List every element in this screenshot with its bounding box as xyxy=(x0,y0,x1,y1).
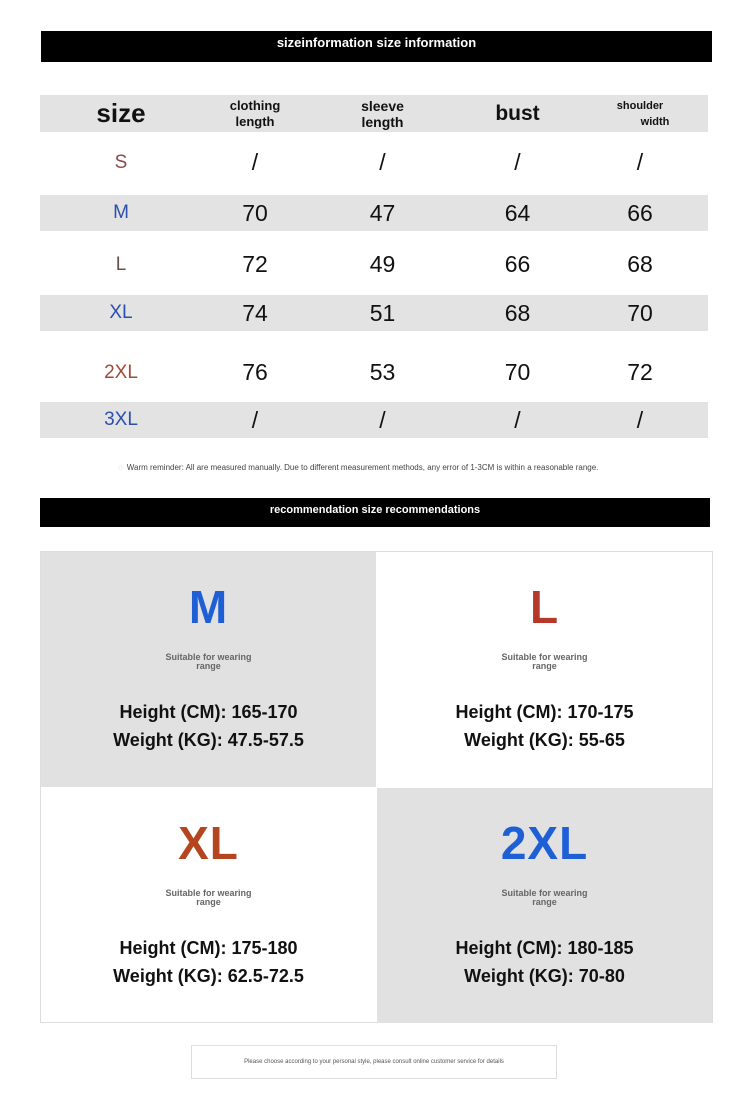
recommendation-card-2xl xyxy=(377,788,712,1023)
size-label: 3XL xyxy=(104,409,138,430)
recommendation-weight: Weight (KG): 55-65 xyxy=(464,730,625,750)
recommendation-height: Height (CM): 180-185 xyxy=(455,938,634,958)
clothing-length-value: / xyxy=(251,149,259,175)
clothing-length-value: / xyxy=(251,406,259,433)
shoulder-width-value: / xyxy=(636,406,644,433)
size-label: XL xyxy=(109,302,133,323)
recommendation-card-m xyxy=(41,552,376,787)
bust-value: 66 xyxy=(504,251,531,277)
header-shoulder-width: shoulder width xyxy=(616,99,670,128)
sleeve-length-value: / xyxy=(379,149,386,175)
recommendation-weight: Weight (KG): 47.5-57.5 xyxy=(113,730,304,750)
header-sleeve-length: sleeve length xyxy=(361,97,404,130)
size-label: 2XL xyxy=(104,361,138,383)
header-clothing-length: clothing length xyxy=(229,97,281,129)
recommendations-banner: recommendation size recommendations xyxy=(40,498,710,527)
table-row xyxy=(40,350,708,395)
table-row xyxy=(40,295,708,331)
reminder-icon: ◌ xyxy=(118,463,123,472)
size-information-banner: sizeinformation size information xyxy=(41,31,712,62)
clothing-length-value: 70 xyxy=(242,199,268,226)
header-size: size xyxy=(96,98,146,128)
recommendation-card-l xyxy=(377,552,712,787)
recommendation-height: Height (CM): 175-180 xyxy=(119,938,298,958)
recommendation-size: M xyxy=(188,581,229,633)
recommendation-weight: Weight (KG): 62.5-72.5 xyxy=(113,966,304,986)
size-label: M xyxy=(113,202,129,223)
recommendation-height: Height (CM): 170-175 xyxy=(455,702,634,722)
shoulder-width-value: 66 xyxy=(627,199,653,226)
clothing-length-value: 76 xyxy=(242,359,268,385)
shoulder-width-value: 68 xyxy=(627,251,653,277)
recommendation-subtitle: Suitable for wearing range xyxy=(501,888,588,907)
table-row xyxy=(40,195,708,231)
bust-value: 64 xyxy=(504,199,531,226)
sleeve-length-value: 47 xyxy=(369,199,396,226)
recommendation-subtitle: Suitable for wearing range xyxy=(501,652,588,671)
size-label: L xyxy=(115,253,127,275)
recommendation-size: L xyxy=(529,581,560,633)
recommendation-size: 2XL xyxy=(500,817,589,869)
recommendation-size: XL xyxy=(178,817,239,869)
size-label: S xyxy=(114,151,128,173)
bust-value: / xyxy=(514,149,521,175)
sleeve-length-value: 53 xyxy=(369,359,396,385)
shoulder-width-value: 72 xyxy=(627,359,653,385)
sleeve-length-value: / xyxy=(379,406,386,433)
table-row xyxy=(40,242,708,287)
header-bust: bust xyxy=(495,101,540,125)
recommendation-card-xl xyxy=(41,788,376,1023)
bust-value: / xyxy=(514,406,521,433)
sleeve-length-value: 49 xyxy=(369,251,396,277)
recommendations-grid xyxy=(40,551,713,1023)
recommendation-subtitle: Suitable for wearing range xyxy=(165,652,252,671)
shoulder-width-value: 70 xyxy=(627,299,653,326)
measurement-reminder: ◌ Warm reminder: All are measured manually. Due to different measurement methods, any error of 1-3CM is within a reasonable range. xyxy=(118,463,599,472)
recommendation-weight: Weight (KG): 70-80 xyxy=(464,966,625,986)
recommendation-subtitle: Suitable for wearing range xyxy=(165,888,252,907)
bust-value: 70 xyxy=(504,359,531,385)
recommendation-height: Height (CM): 165-170 xyxy=(119,702,298,722)
clothing-length-value: 72 xyxy=(242,251,268,277)
shoulder-width-value: / xyxy=(636,149,644,175)
footer-note: Please choose according to your personal style, please consult online customer service for details xyxy=(191,1045,557,1079)
table-row xyxy=(40,140,708,185)
size-table-header xyxy=(40,95,708,132)
clothing-length-value: 74 xyxy=(242,299,268,326)
bust-value: 68 xyxy=(504,299,531,326)
table-row xyxy=(40,402,708,438)
sleeve-length-value: 51 xyxy=(369,299,396,326)
